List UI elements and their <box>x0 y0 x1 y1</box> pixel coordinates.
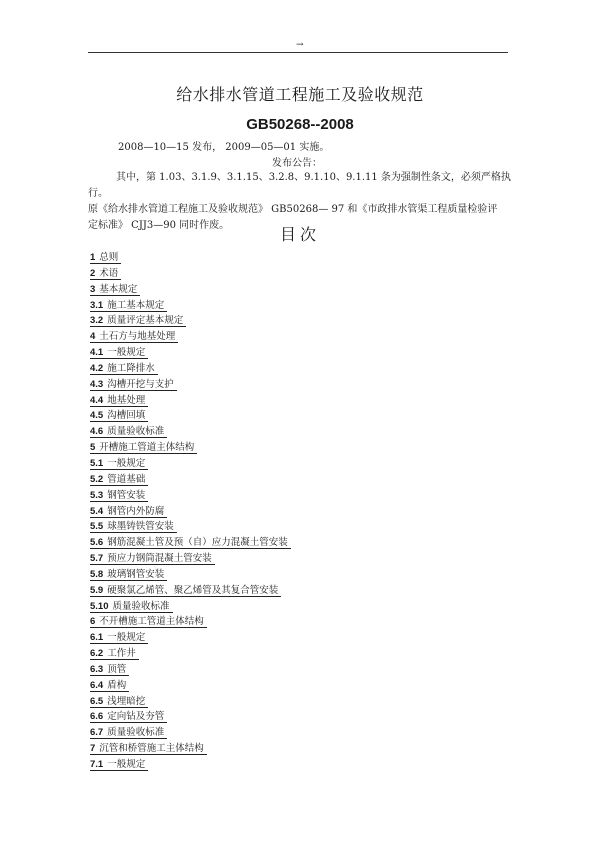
toc-number: 5.9 <box>90 584 104 596</box>
toc-link[interactable] <box>90 537 291 549</box>
toc-entry[interactable] <box>90 725 530 741</box>
toc-entry[interactable] <box>90 488 530 504</box>
toc-link[interactable] <box>90 331 178 343</box>
toc-entry[interactable] <box>90 757 530 773</box>
toc-label: 质量验收标准 <box>112 600 170 612</box>
toc-entry[interactable] <box>90 361 530 377</box>
toc-number: 6.5 <box>90 695 104 707</box>
toc-entry[interactable] <box>90 282 530 298</box>
toc-label: 土石方与地基处理 <box>99 331 176 343</box>
toc-number: 5.10 <box>90 600 109 612</box>
toc-number: 6.3 <box>90 663 104 675</box>
toc-entry[interactable] <box>90 535 530 551</box>
toc-label: 硬聚氯乙烯管、聚乙烯管及其复合管安装 <box>107 584 279 596</box>
toc-link[interactable] <box>90 506 167 518</box>
toc-link[interactable] <box>90 490 148 502</box>
toc-number: 5.1 <box>90 457 104 469</box>
toc-link[interactable] <box>90 601 173 613</box>
toc-number: 6.4 <box>90 679 104 691</box>
toc-entry[interactable] <box>90 456 530 472</box>
toc-entry[interactable] <box>90 504 530 520</box>
toc-entry[interactable] <box>90 440 530 456</box>
toc-link[interactable] <box>90 410 148 422</box>
toc-link[interactable] <box>90 648 139 660</box>
toc-link[interactable] <box>90 379 177 391</box>
toc-link[interactable] <box>90 284 140 296</box>
toc-link[interactable] <box>90 395 148 407</box>
toc-entry[interactable] <box>90 313 530 329</box>
toc-link[interactable] <box>90 743 207 755</box>
toc-link[interactable] <box>90 616 207 628</box>
toc-number: 6.1 <box>90 632 104 644</box>
toc-label: 钢管安装 <box>107 489 146 501</box>
toc-number: 5.2 <box>90 473 104 485</box>
toc-label: 管道基础 <box>107 473 146 485</box>
toc-label: 定向钻及夯管 <box>107 711 165 723</box>
header-rule <box>88 52 508 53</box>
document-title: 给水排水管道工程施工及验收规范 <box>176 85 424 104</box>
toc-entry[interactable] <box>90 424 530 440</box>
toc-label: 质量验收标准 <box>107 727 165 739</box>
toc-number: 5.5 <box>90 521 104 533</box>
toc-link[interactable] <box>90 759 148 771</box>
toc-label: 一般规定 <box>107 632 146 644</box>
toc-entry[interactable] <box>90 662 530 678</box>
paragraph-line-2: 原《给水排水管道工程施工及验收规范》 GB50268— 97 和《市政排水管渠工程质量检验评 <box>88 204 498 215</box>
toc-entry[interactable] <box>90 377 530 393</box>
toc-link[interactable] <box>90 252 121 264</box>
toc-entry[interactable] <box>90 630 530 646</box>
toc-label: 开槽施工管道主体结构 <box>99 442 195 454</box>
toc-number: 6.6 <box>90 711 104 723</box>
toc-link[interactable] <box>90 585 281 597</box>
toc-entry[interactable] <box>90 551 530 567</box>
toc-link[interactable] <box>90 727 167 739</box>
toc-entry[interactable] <box>90 408 530 424</box>
toc-label: 盾构 <box>107 679 127 691</box>
toc-entry[interactable] <box>90 678 530 694</box>
toc-number: 2 <box>90 267 96 279</box>
toc-link[interactable] <box>90 315 186 327</box>
toc-entry[interactable] <box>90 298 530 314</box>
paragraph-line-1: 其中，第 1.03、3.1.9、3.1.15、3.2.8、9.1.10、9.1.11 条为强制性条文，必须严格执行。 <box>88 172 511 199</box>
toc-entry[interactable] <box>90 266 530 282</box>
toc-entry[interactable] <box>90 694 530 710</box>
toc-number: 5 <box>90 442 96 454</box>
toc-link[interactable] <box>90 300 167 312</box>
publication-notice: 发布公告： <box>272 158 322 169</box>
toc-entry[interactable] <box>90 519 530 535</box>
toc-label: 基本规定 <box>99 283 138 295</box>
toc-number: 7.1 <box>90 759 104 770</box>
toc-label: 术语 <box>99 267 119 279</box>
toc-label: 质量验收标准 <box>107 426 165 438</box>
toc-label: 一般规定 <box>107 457 146 469</box>
toc-entry[interactable] <box>90 583 530 599</box>
toc-label: 沉管和桥管施工主体结构 <box>99 743 204 755</box>
toc-label: 沟槽开挖与支护 <box>107 378 174 390</box>
standard-code: GB50268--2008 <box>246 116 354 133</box>
toc-link[interactable] <box>90 474 148 486</box>
toc-entry[interactable] <box>90 599 530 615</box>
toc-link[interactable] <box>90 569 167 581</box>
toc-link[interactable] <box>90 521 177 533</box>
toc-number: 5.7 <box>90 553 104 565</box>
toc-entry[interactable] <box>90 393 530 409</box>
toc-entry[interactable] <box>90 329 530 345</box>
table-of-contents <box>90 250 530 773</box>
toc-link[interactable] <box>90 363 158 375</box>
toc-entry[interactable] <box>90 741 530 757</box>
toc-number: 3.1 <box>90 299 104 311</box>
toc-number: 4 <box>90 331 96 343</box>
toc-label: 钢管内外防腐 <box>107 505 165 517</box>
toc-link[interactable] <box>90 711 167 723</box>
toc-number: 4.1 <box>90 347 104 359</box>
toc-number: 5.8 <box>90 568 104 580</box>
toc-number: 4.5 <box>90 410 104 422</box>
toc-number: 6.7 <box>90 727 104 739</box>
toc-link[interactable] <box>90 553 215 565</box>
toc-entry[interactable] <box>90 709 530 725</box>
toc-link[interactable] <box>90 664 129 676</box>
toc-label: 玻璃钢管安装 <box>107 568 165 580</box>
toc-number: 1 <box>90 252 96 263</box>
toc-label: 总则 <box>99 252 119 263</box>
toc-label: 一般规定 <box>107 347 146 359</box>
toc-entry[interactable] <box>90 345 530 361</box>
toc-number: 4.3 <box>90 378 104 390</box>
toc-number: 5.3 <box>90 489 104 501</box>
toc-entry[interactable] <box>90 250 530 266</box>
toc-number: 4.4 <box>90 394 104 406</box>
toc-entry[interactable] <box>90 472 530 488</box>
toc-number: 6 <box>90 616 96 628</box>
toc-link[interactable] <box>90 458 148 470</box>
toc-number: 3 <box>90 283 96 295</box>
toc-link[interactable] <box>90 680 129 692</box>
toc-label: 浅埋暗挖 <box>107 695 146 707</box>
toc-number: 4.2 <box>90 362 104 374</box>
toc-label: 地基处理 <box>107 394 146 406</box>
toc-entry[interactable] <box>90 567 530 583</box>
toc-number: 5.6 <box>90 537 104 549</box>
toc-number: 3.2 <box>90 315 104 327</box>
header-mark: → <box>296 40 304 50</box>
toc-label: 施工降排水 <box>107 362 155 374</box>
toc-link[interactable] <box>90 442 197 454</box>
toc-label: 钢筋混凝土管及预（自）应力混凝土管安装 <box>107 537 288 549</box>
toc-label: 施工基本规定 <box>107 299 165 311</box>
toc-entry[interactable] <box>90 614 530 630</box>
publication-dates: 2008—10—15 发布， 2009—05—01 实施。 <box>118 142 330 153</box>
toc-label: 预应力钢筒混凝土管安装 <box>107 553 212 565</box>
toc-label: 质量评定基本规定 <box>107 315 184 327</box>
toc-entry[interactable] <box>90 646 530 662</box>
toc-title: 目次 <box>279 225 320 244</box>
toc-label: 不开槽施工管道主体结构 <box>99 616 204 628</box>
toc-label: 一般规定 <box>107 759 146 770</box>
toc-label: 球墨铸铁管安装 <box>107 521 174 533</box>
paragraph-line-3: 定标准》 CJJ3—90 同时作废。 <box>88 220 230 231</box>
toc-label: 沟槽回填 <box>107 410 146 422</box>
toc-number: 7 <box>90 743 96 755</box>
toc-link[interactable] <box>90 268 121 280</box>
toc-label: 工作井 <box>107 648 136 660</box>
toc-link[interactable] <box>90 632 148 644</box>
toc-link[interactable] <box>90 696 148 708</box>
toc-link[interactable] <box>90 426 167 438</box>
toc-number: 6.2 <box>90 648 104 660</box>
toc-number: 5.4 <box>90 505 104 517</box>
toc-label: 顶管 <box>107 663 127 675</box>
toc-link[interactable] <box>90 347 148 359</box>
toc-number: 4.6 <box>90 426 104 438</box>
